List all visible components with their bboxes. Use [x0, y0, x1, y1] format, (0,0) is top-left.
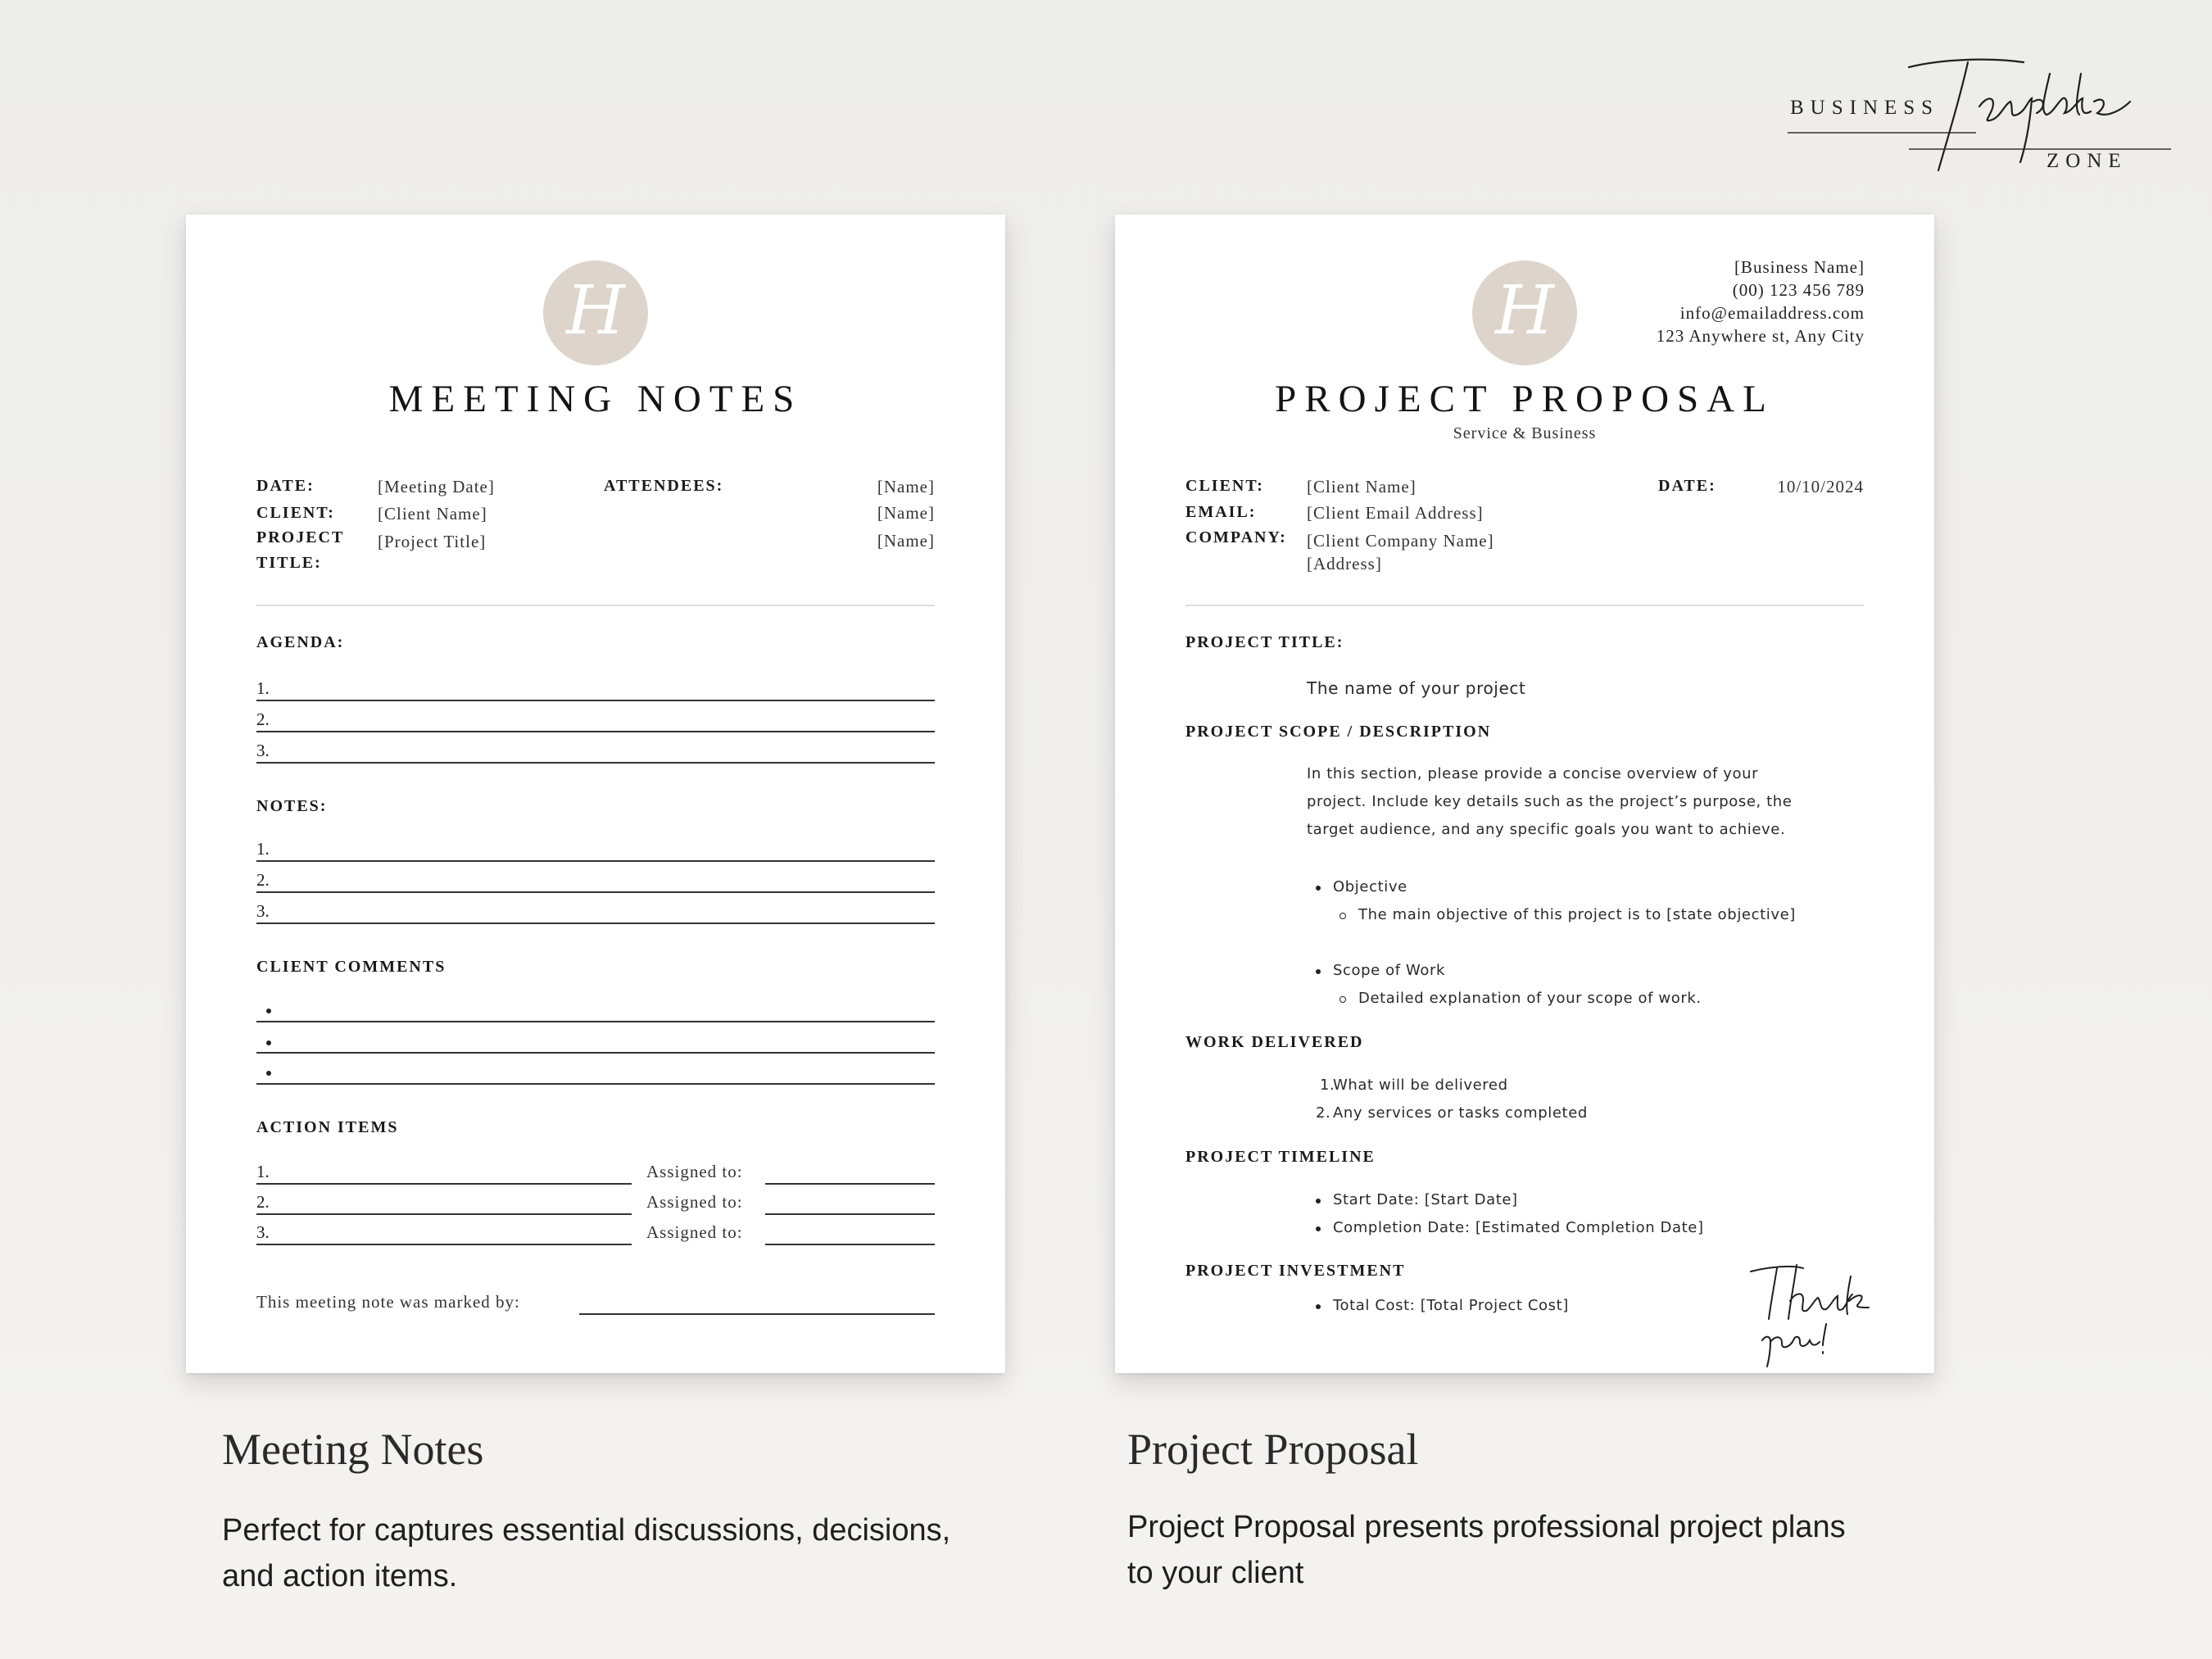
client-comments-heading: CLIENT COMMENTS — [256, 958, 446, 976]
business-email: info@emailaddress.com — [1679, 303, 1865, 323]
attendee-name: [Name] — [877, 503, 935, 523]
thank-you-signature — [1746, 1255, 1877, 1374]
caption-desc-project-proposal — [1127, 1504, 1846, 1596]
action-items-heading: ACTION ITEMS — [256, 1118, 399, 1136]
assigned-to-label: Assigned to: — [646, 1222, 743, 1242]
marked-by-label: This meeting note was marked by: — [256, 1292, 520, 1312]
address-value: [Address] — [1307, 554, 1382, 573]
brand-logo — [1786, 49, 2171, 188]
timeline-item: Completion Date: [Estimated Completion Date] — [1333, 1219, 1704, 1236]
attendee-name: [Name] — [877, 477, 935, 496]
agenda-number: 3. — [256, 741, 270, 760]
business-name: [Business Name] — [1734, 257, 1865, 277]
client-label: CLIENT: — [1185, 477, 1264, 495]
bullet-icon — [1316, 1304, 1321, 1309]
bullet-icon — [266, 1071, 271, 1076]
project-label: PROJECT — [256, 528, 345, 546]
comment-line[interactable] — [256, 1083, 935, 1085]
assigned-to-label: Assigned to: — [646, 1192, 743, 1212]
divider — [256, 605, 935, 606]
page-title: MEETING NOTES — [388, 378, 803, 420]
bullet-icon — [1316, 969, 1321, 974]
client-label: CLIENT: — [256, 504, 335, 522]
bullet-icon — [1316, 886, 1321, 891]
client-value: [Client Name] — [1307, 477, 1416, 496]
sub-bullet-icon — [1339, 996, 1346, 1003]
action-number: 3. — [256, 1222, 270, 1242]
sub-bullet-icon — [1339, 913, 1346, 919]
action-item-line[interactable] — [256, 1244, 632, 1245]
project-title-heading: PROJECT TITLE: — [1185, 633, 1344, 651]
brand-word-zone: ZONE — [2047, 150, 2128, 172]
bullet-icon — [1316, 1199, 1321, 1203]
notes-line[interactable] — [256, 922, 935, 924]
attendee-name: [Name] — [877, 531, 935, 551]
bullet-icon — [266, 1040, 271, 1045]
objective-item: Objective — [1333, 878, 1407, 895]
caption-desc-meeting-notes — [222, 1507, 950, 1599]
agenda-number: 1. — [256, 678, 270, 698]
attendees-label: ATTENDEES: — [604, 477, 724, 495]
caption-line: Perfect for captures essential discussions, decisions, — [222, 1513, 951, 1548]
monogram-badge — [1472, 261, 1577, 365]
comment-line[interactable] — [256, 1052, 935, 1054]
notes-line[interactable] — [256, 860, 935, 862]
scope-line: target audience, and any specific goals you want to achieve. — [1307, 821, 1786, 838]
timeline-item: Start Date: [Start Date] — [1333, 1191, 1518, 1208]
assigned-to-line[interactable] — [765, 1213, 935, 1215]
agenda-line[interactable] — [256, 731, 935, 732]
bullet-icon — [1316, 1226, 1321, 1231]
monogram-badge — [543, 261, 648, 365]
investment-item: Total Cost: [Total Project Cost] — [1333, 1297, 1569, 1314]
company-value: [Client Company Name] — [1307, 531, 1494, 551]
date-label: DATE: — [256, 477, 315, 495]
project-proposal-page — [1115, 215, 1934, 1373]
scope-of-work-detail: Detailed explanation of your scope of work. — [1358, 990, 1702, 1007]
project-value: [Project Title] — [378, 532, 487, 551]
agenda-heading: AGENDA: — [256, 633, 345, 651]
assigned-to-line[interactable] — [765, 1244, 935, 1245]
comment-line[interactable] — [256, 1021, 935, 1022]
notes-number: 1. — [256, 839, 270, 859]
notes-number: 3. — [256, 901, 270, 921]
date-value: [Meeting Date] — [378, 477, 495, 496]
work-delivered-number: 2. — [1316, 1104, 1331, 1122]
assigned-to-line[interactable] — [765, 1183, 935, 1185]
scope-line: In this section, please provide a concise overview of your — [1307, 765, 1759, 782]
divider — [1185, 605, 1864, 606]
caption-line: to your client — [1127, 1556, 1304, 1590]
action-number: 2. — [256, 1192, 270, 1212]
action-item-line[interactable] — [256, 1213, 632, 1215]
objective-detail: The main objective of this project is to [state objective] — [1358, 906, 1796, 923]
action-number: 1. — [256, 1162, 270, 1181]
scope-paragraph — [1307, 760, 1793, 844]
timeline-heading: PROJECT TIMELINE — [1185, 1148, 1376, 1166]
scope-of-work-item: Scope of Work — [1333, 962, 1446, 979]
agenda-line[interactable] — [256, 762, 935, 764]
action-item-line[interactable] — [256, 1183, 632, 1185]
work-delivered-item: Any services or tasks completed — [1333, 1104, 1588, 1122]
email-label: EMAIL: — [1185, 503, 1257, 521]
caption-line: and action items. — [222, 1559, 458, 1593]
work-delivered-heading: WORK DELIVERED — [1185, 1033, 1364, 1051]
investment-heading: PROJECT INVESTMENT — [1185, 1262, 1406, 1280]
caption-title-project-proposal: Project Proposal — [1127, 1425, 1419, 1474]
notes-number: 2. — [256, 870, 270, 890]
scope-heading: PROJECT SCOPE / DESCRIPTION — [1185, 723, 1492, 741]
project-title-value: The name of your project — [1307, 678, 1526, 698]
page-subtitle: Service & Business — [1453, 424, 1597, 442]
email-value: [Client Email Address] — [1307, 503, 1484, 523]
business-address: 123 Anywhere st, Any City — [1656, 326, 1865, 346]
caption-title-meeting-notes: Meeting Notes — [222, 1425, 484, 1474]
date-value: 10/10/2024 — [1777, 477, 1864, 496]
work-delivered-item: What will be delivered — [1333, 1077, 1508, 1094]
assigned-to-label: Assigned to: — [646, 1162, 743, 1181]
meeting-notes-page — [186, 215, 1005, 1373]
marked-by-line[interactable] — [579, 1313, 935, 1315]
page-title: PROJECT PROPOSAL — [1275, 378, 1775, 420]
agenda-line[interactable] — [256, 700, 935, 701]
scope-line: project. Include key details such as the project’s purpose, the — [1307, 793, 1793, 810]
business-phone: (00) 123 456 789 — [1732, 280, 1865, 300]
bullet-icon — [266, 1009, 271, 1013]
notes-line[interactable] — [256, 891, 935, 893]
agenda-number: 2. — [256, 709, 270, 729]
caption-line: Project Proposal presents professional project plans — [1127, 1510, 1846, 1544]
client-value: [Client Name] — [378, 504, 487, 524]
brand-word-business: BUSINESS — [1790, 97, 1940, 119]
project-title-label: TITLE: — [256, 554, 322, 572]
notes-heading: NOTES: — [256, 797, 328, 815]
work-delivered-number: 1. — [1320, 1077, 1335, 1094]
monogram-letter: H — [1495, 272, 1554, 350]
company-label: COMPANY: — [1185, 528, 1287, 546]
monogram-letter: H — [566, 272, 625, 350]
date-label: DATE: — [1658, 477, 1716, 495]
